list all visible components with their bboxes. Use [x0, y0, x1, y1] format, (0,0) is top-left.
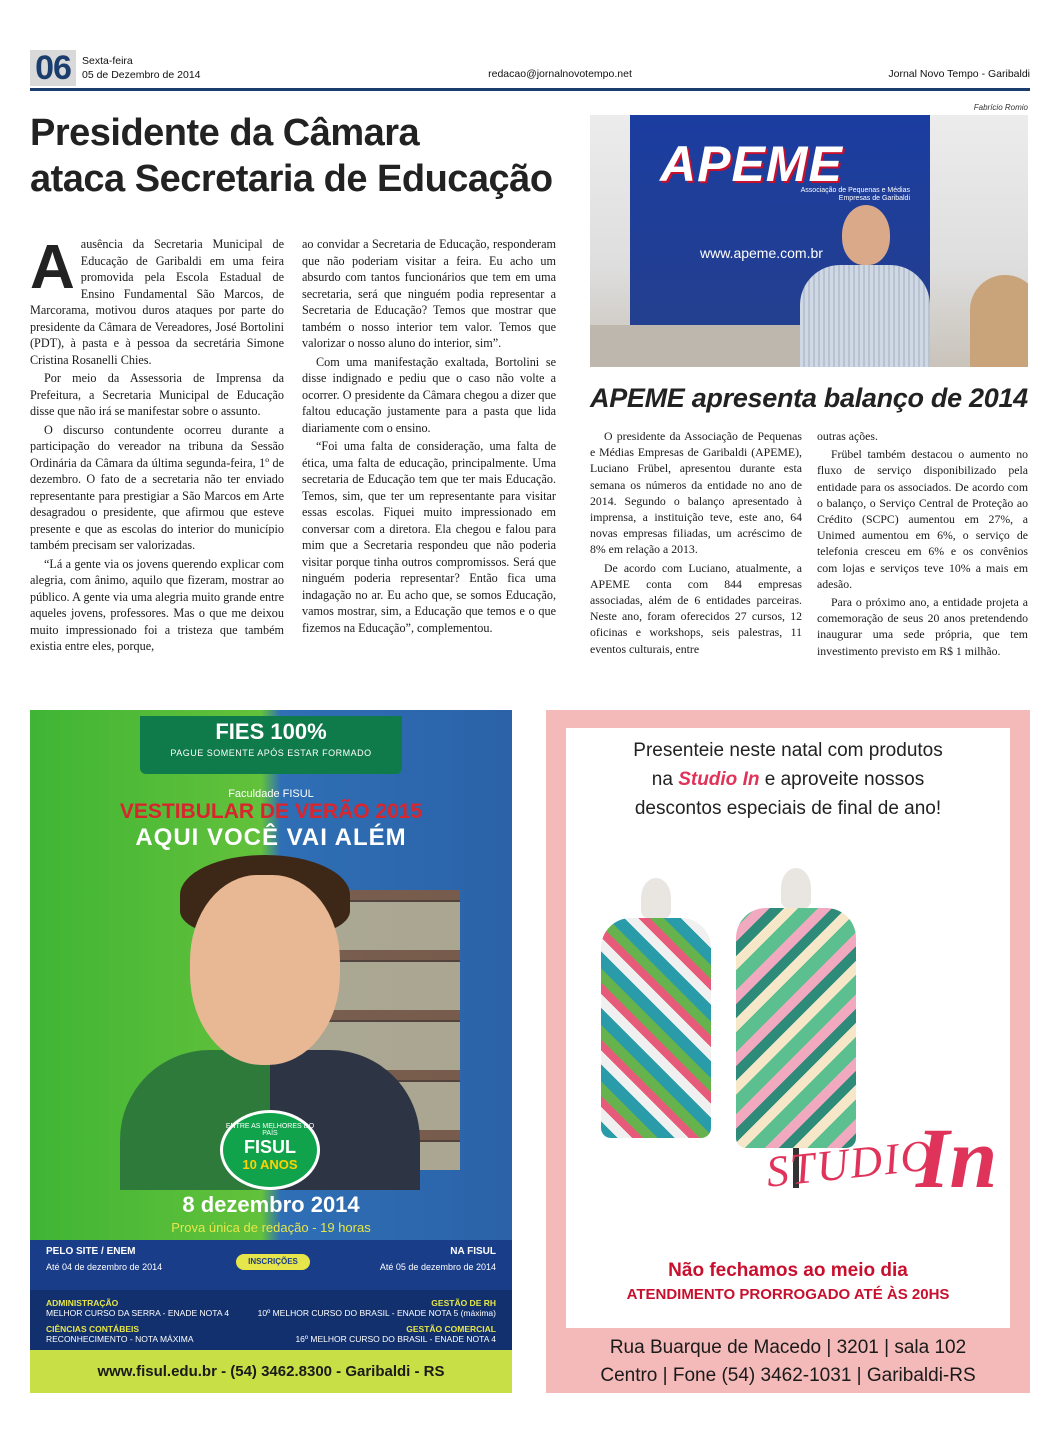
- side-column-2: [817, 428, 1028, 691]
- paragraph: Com uma manifestação exaltada, Bortolini se disse indignado e pediu que o caso não volte a ocorrer. O presidente da Câmara chegou a dizer que faltou educação justamente para a pasta que lida diariamente com o ensino.: [302, 354, 556, 435]
- page-header: [30, 50, 1030, 90]
- promo-line-3: descontos especiais de final de ano!: [634, 798, 942, 819]
- paragraph: Para o próximo ano, a entidade projeta a comemoração de seus 20 anos pretendendo inaugurar uma sede própria, que tem investimento previsto em R$ 1 milhão.: [817, 595, 1028, 658]
- site-enem-date: Até 04 de dezembro de 2014: [46, 1262, 163, 1272]
- apeme-url: www.apeme.com.br: [700, 245, 823, 261]
- promo-line-1: Presenteie neste natal com produtos: [633, 740, 943, 761]
- hours-notice: ATENDIMENTO PRORROGADO ATÉ ÀS 20HS: [626, 1286, 950, 1303]
- course-note: 10º MELHOR CURSO DO BRASIL - ENADE NOTA 5 (máxima): [257, 1308, 496, 1318]
- logo-in: In: [916, 1110, 998, 1206]
- fies-title: FIES 100%: [215, 719, 327, 744]
- date: 05 de Dezembro de 2014: [82, 69, 201, 81]
- apeme-logo: APEME: [660, 136, 843, 192]
- paragraph: ao convidar a Secretaria de Educação, responderam que não poderiam visitar a feira. Eu acho um absurdo com tantos funcionários que tem em uma secretaria, será que ninguém podia representar a Secretaria de Educação? Temos que mostrar que também o nosso interior tem valor. Temos que valorizar o nosso aluno do interior, sim”.: [302, 237, 556, 350]
- logo-word: STUDIO: [763, 1130, 937, 1197]
- address-line-2: Centro | Fone (54) 3462-1031 | Garibaldi-RS: [600, 1365, 976, 1386]
- email-link[interactable]: redacao@jornalnovotempo.net: [488, 68, 632, 80]
- inscricoes-badge: INSCRIÇÕES: [236, 1254, 310, 1270]
- headline-line-1: Presidente da Câmara: [30, 112, 420, 154]
- paragraph: outras ações.: [817, 429, 878, 443]
- photo-credit: Fabrício Romio: [973, 103, 1028, 112]
- studio-in-logo: [763, 1108, 1006, 1218]
- exam-note: Prova única de redação - 19 horas: [171, 1220, 371, 1235]
- paragraph: O presidente da Associação de Pequenas e Médias Empresas de Garibaldi (APEME), Luciano Frübel, apresentou durante esta semana os números da entidade no ano de 2014. Segundo o balanço apresentado à imprensa, a instituição teve, este ano, 64 novas empresas filiadas, um acréscimo de 8% em relação a 2013.: [590, 429, 802, 557]
- course-name: ADMINISTRAÇÃO: [46, 1298, 119, 1308]
- course-list: [30, 1290, 512, 1350]
- faculdade-label: Faculdade FISUL: [228, 788, 314, 800]
- fies-subtitle: PAGUE SOMENTE APÓS ESTAR FORMADO: [170, 748, 372, 758]
- promo-line-2: na Studio In e aproveite nossos: [651, 769, 925, 790]
- apeme-logo-subtitle: Associação de Pequenas e Médias Empresas de Garibaldi: [800, 187, 910, 202]
- paragraph: Frübel também destacou o aumento no fluxo de serviço disponibilizado pela entidade para os associados. De acordo com o balanço, o Serviço Central de Proteção ao Crédito (SCPC) aumentou em 27%, a Unimed aumentou em 6%, o serviço de telefonia cresceu em 6% e os convênios com lojas e serviços teve 10% a mais em adesão.: [817, 447, 1028, 591]
- course-note: RECONHECIMENTO - NOTA MÁXIMA: [46, 1334, 194, 1344]
- weekday: Sexta-feira: [82, 55, 133, 67]
- seal-years: 10 ANOS: [242, 1157, 298, 1172]
- side-column-1: [590, 428, 802, 691]
- header-rule: [30, 88, 1030, 91]
- exam-date: 8 dezembro 2014: [182, 1192, 360, 1217]
- paragraph: A ausência da Secretaria Municipal de Educação de Garibaldi em uma feira promovida pela Escola Estadual de Ensino Fundamental São Marcos, de Marcorama, motivou duros ataques por parte do presidente da Câmara de Vereadores, José Bortolini (PDT), à pasta e à pessoa da secretária Simone Cristina Rosanelli Chies.: [30, 236, 284, 367]
- fies-banner: [140, 716, 402, 774]
- fisul-ad[interactable]: [30, 710, 512, 1393]
- lunch-notice: Não fechamos ao meio dia: [668, 1260, 908, 1281]
- studio-address: [546, 1334, 1030, 1390]
- main-headline: [30, 110, 570, 202]
- na-fisul-title: NA FISUL: [450, 1246, 496, 1257]
- mannequin-neck: [641, 878, 671, 918]
- seal-name: FISUL: [244, 1137, 296, 1157]
- speaker-shirt: [800, 265, 930, 367]
- article-column-1: [30, 236, 284, 691]
- issue-date: [82, 54, 201, 82]
- course-name: GESTÃO DE RH: [431, 1298, 496, 1308]
- site-enem-title: PELO SITE / ENEM: [46, 1246, 136, 1257]
- studio-in-ad[interactable]: [546, 710, 1030, 1393]
- fisul-contact[interactable]: www.fisul.edu.br - (54) 3462.8300 - Garibaldi - RS: [30, 1350, 512, 1393]
- course-name: CIÊNCIAS CONTÁBEIS: [46, 1324, 140, 1334]
- address-line-1: Rua Buarque de Macedo | 3201 | sala 102: [609, 1337, 967, 1358]
- studio-ad-panel: [566, 728, 1010, 1328]
- fisul-seal: [220, 1110, 320, 1190]
- vestibular-title: VESTIBULAR DE VERÃO 2015: [119, 800, 423, 823]
- table: [590, 325, 800, 367]
- paragraph: “Foi uma falta de consideração, uma falta de ética, uma falta de educação, principalmente. Uma secretaria de Educação tem que ter mais Educação. Temos, sim, que ter um representante para visitar essas escolas. Fiquei muito impressionado em conversar com a diretora. Ela chegou e falou para mim que a Secretaria respondeu que não poderia visitar porque tinha outros compromissos. Será que ninguém poderia representar? Então fica uma indagação no ar. Eu acho que, se somos Educação, vamos mostrar, sim, a Educação que temos e o que fizemos na Educação”, complementou.: [302, 439, 556, 635]
- floral-kimono: [601, 918, 711, 1138]
- registration-box: [30, 1240, 512, 1290]
- listener: [970, 275, 1028, 367]
- seal-top: ENTRE AS MELHORES DO PAÍS: [225, 1123, 315, 1137]
- na-fisul-date: Até 05 de dezembro de 2014: [379, 1262, 496, 1272]
- mannequin-kimono: [601, 878, 711, 1138]
- paragraph: “Lá a gente via os jovens querendo explicar com alegria, com ânimo, aquilo que fizeram, mostrar ao público. A gente via uma alegria muito grande entre aqueles jovens, professores. Mas o que me deixou muito impressionado foi a tristeza que também existia entre eles, porque,: [30, 556, 284, 653]
- article-column-2: [302, 236, 556, 691]
- course-name: GESTÃO COMERCIAL: [406, 1324, 496, 1334]
- speaker-head: [842, 205, 890, 265]
- student-face: [190, 875, 340, 1065]
- paragraph: Por meio da Assessoria de Imprensa da Prefeitura, a Secretaria Municipal de Educação disse que não irá se manifestar sobre o assunto.: [30, 371, 284, 418]
- paragraph: De acordo com Luciano, atualmente, a APEME conta com 844 empresas associadas, além de 6 entidades parceiras. Neste ano, foram oferecidos 27 cursos, 12 oficinas e workshops, seis palestras, 11 eventos culturais, entre: [590, 560, 802, 656]
- page-number: 06: [30, 50, 76, 86]
- side-headline: APEME apresenta balanço de 2014: [590, 383, 1028, 413]
- paragraph: O discurso contundente ocorreu durante a participação do vereador na tribuna da Sessão Ordinária da Câmara da última segunda-feira, 1º de dezembro. O fato de a secretaria não ter enviado representante para prestigiar a São Marcos em Arte desagradou o presidente, que afirmou que esteve presente e que as escolas do interior do município também precisam ser valorizadas.: [30, 422, 284, 552]
- studio-promo-text: [566, 736, 1010, 823]
- course-note: 16º MELHOR CURSO DO BRASIL - ENADE NOTA 4: [295, 1334, 496, 1344]
- headline-line-2: ataca Secretaria de Educação: [30, 158, 553, 200]
- mannequin-neck: [781, 868, 811, 908]
- fisul-slogan: AQUI VOCÊ VAI ALÉM: [135, 824, 407, 851]
- speaker: [800, 205, 930, 367]
- studio-brand: Studio In: [678, 769, 760, 790]
- course-note: MELHOR CURSO DA SERRA - ENADE NOTA 4: [46, 1308, 230, 1318]
- apeme-photo: [590, 115, 1028, 367]
- newspaper-name: Jornal Novo Tempo - Garibaldi: [888, 68, 1030, 80]
- drop-cap: A: [30, 236, 75, 302]
